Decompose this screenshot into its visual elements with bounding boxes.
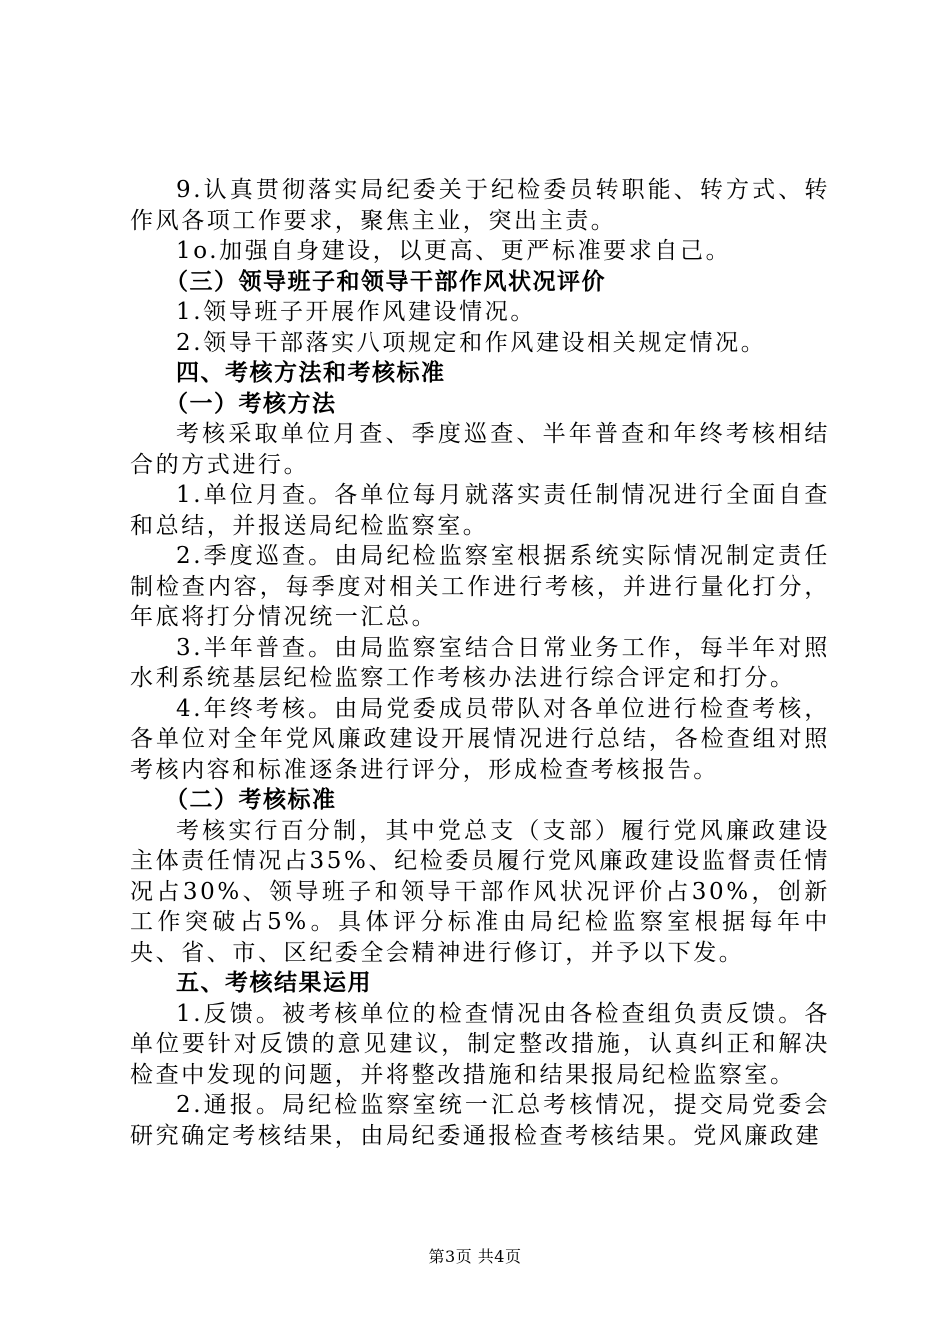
para-standard: 考核实行百分制，其中党总支（支部）履行党风廉政建设主体责任情况占35%、纪检委员履行党风廉政建设监督责任情况占30%、领导班子和领导干部作风状况评价占30%，创新工作突破占5%。具体评分标准由局纪检监察室根据每年中央、省、市、区纪委全会精神进行修订，并予以下发。 [130,817,830,966]
para-method-2: 2.季度巡查。由局纪检监察室根据系统实际情况制定责任制检查内容，每季度对相关工作进行考核，并进行量化打分，年底将打分情况统一汇总。 [130,543,830,630]
para-result-1: 1.反馈。被考核单位的检查情况由各检查组负责反馈。各单位要针对反馈的意见建议，制定整改措施，认真纠正和解决检查中发现的问题，并将整改措施和结果报局纪检监察室。 [130,1000,830,1088]
para-leadership-2: 2.领导干部落实八项规定和作风建设相关规定情况。 [176,329,767,356]
heading-assessment-method: （一）考核方法 [165,390,337,417]
para-method-3: 3.半年普查。由局监察室结合日常业务工作，每半年对照水利系统基层纪检监察工作考核办法进行综合评定和打分。 [130,634,830,691]
para-method-intro: 考核采取单位月查、季度巡查、半年普查和年终考核相结合的方式进行。 [130,421,830,478]
para-result-2: 2.通报。局纪检监察室统一汇总考核情况，提交局党委会研究确定考核结果，由局纪委通报检查考核结果。党风廉政建 [130,1092,830,1149]
para-item-9: 9.认真贯彻落实局纪委关于纪检委员转职能、转方式、转作风各项工作要求，聚焦主业，突出主责。 [130,177,830,234]
para-method-4: 4.年终考核。由局党委成员带队对各单位进行检查考核，各单位对全年党风廉政建设开展情况进行总结，各检查组对照考核内容和标准逐条进行评分，形成检查考核报告。 [130,695,830,783]
para-item-10: 1o.加强自身建设，以更高、更严标准要求自己。 [176,238,732,264]
page-number-footer: 第3页 共4页 [428,1247,522,1266]
heading-assessment-standard: （二）考核标准 [165,787,337,813]
para-method-1: 1.单位月查。各单位每月就落实责任制情况进行全面自查和总结，并报送局纪检监察室。 [130,482,830,539]
document-body [130,175,830,1151]
heading-leadership-evaluation: （三）领导班子和领导干部作风状况评价 [165,268,606,295]
para-leadership-1: 1.领导班子开展作风建设情况。 [176,299,536,325]
heading-section-4: 四、考核方法和考核标准 [176,360,446,386]
heading-section-5: 五、考核结果运用 [176,970,372,996]
